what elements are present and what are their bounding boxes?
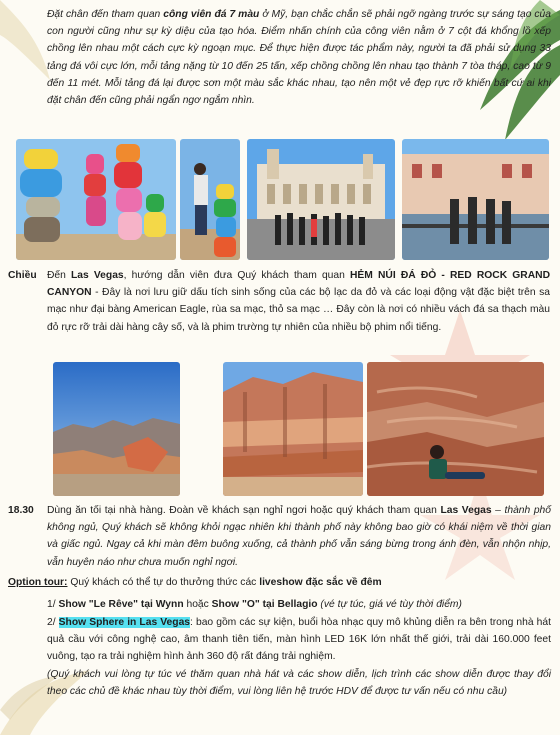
photo-woman-colored-rocks bbox=[180, 139, 240, 260]
option-tour-label: Option tour: bbox=[8, 577, 68, 588]
photo-venetian-canal bbox=[402, 139, 549, 260]
intro-bold-park: công viên đá 7 màu bbox=[163, 9, 260, 20]
photo-seven-magic-mountains bbox=[16, 139, 176, 260]
schedule-label-1830: 18.30 bbox=[8, 505, 34, 516]
option-item-2-text: : bao gồm các sự kiện, buổi hòa nhạc quy mô khủng diễn ra bên trong nhà hát quả cầu với công nghệ cao, âm thanh tiên tiến, màn hình LED 16K lớn nhất thế giới, trải dài 160.000 feet vuông, tạo ra trải nghiệm hình ảnh 360 độ rất đáng trải nghiệm. bbox=[47, 617, 551, 663]
photo-venetian-group bbox=[247, 139, 395, 260]
option-tour-line bbox=[8, 574, 551, 591]
intro-text-1: Đặt chân đến tham quan bbox=[47, 9, 164, 20]
schedule-label-afternoon: Chiều bbox=[8, 270, 37, 281]
afternoon-text-3: - Đây là nơi lưu giữ dấu tích sinh sống của các bộ lạc da đỏ và các loại động vật đặc biệt trên sa mạc như đại bàng American Eagle, rùa sa mạc, thỏ sa mạc … Đây còn là nơi có nhiều vách đá sa thạch màu đỏ rực rỡ trải dài hàng cây số, và là phim trường tự nhiên của nhiều bộ phim nổi tiếng. bbox=[47, 287, 550, 333]
photo-red-rock-cliff bbox=[223, 362, 363, 496]
evening-text-1: Dùng ăn tối tại nhà hàng. Đoàn về khách sạn nghỉ ngơi hoặc quý khách tham quan bbox=[47, 505, 441, 516]
intro-text-2: ở Mỹ, bạn chắc chắn sẽ phải ngỡ ngàng trước sự sáng tạo của con người cũng như sự kỳ diệu của tạo hóa. Điểm nhấn chính của công viên nằm ở 7 cột đá khổng lồ xếp chồng lên nhau một cách cực kỳ ngoạn mục. Để thực hiện được tác phẩm này, người ta đã phải sử dụng 33 tảng đá vôi cực lớn, mỗi tảng nặng từ 10 đến 25 tấn, xếp chồng chồng lên nhau tạo thành 7 tòa tháp, cao từ 9 đến 11 mét. Mỗi tảng đá lại được sơn một màu sắc khác nhau, tạo nên một vẻ đẹp rực rỡ khiến bất cứ ai khi đặt chân đến cũng phải ngẩn ngơ ngắm nhìn. bbox=[47, 9, 552, 107]
option-item-1-note: (vé tự túc, giá vé tùy thời điểm) bbox=[317, 599, 462, 610]
option-item-2 bbox=[47, 614, 551, 666]
option-item-1-number: 1/ bbox=[47, 599, 59, 610]
option-tour-bold-liveshow: liveshow đặc sắc về đêm bbox=[259, 577, 382, 588]
option-note bbox=[47, 666, 551, 700]
evening-bold-las-vegas: Las Vegas bbox=[440, 505, 492, 516]
afternoon-text-1: Đến bbox=[47, 270, 72, 281]
evening-text-2: – thành phố không ngủ, Quý khách sẽ không khỏi ngạc nhiên khi thành phố này không bao giờ có khái niệm về thời gian và giấc ngủ. Ngay cả khi màn đêm buông xuống, cả thành phố vẫn sáng bừng trong ánh đèn, vẫn nhộn nhịp, vẫn huyên náo như chưa muốn nghỉ ngơi. bbox=[47, 505, 552, 568]
option-item-2-number: 2/ bbox=[47, 617, 59, 628]
option-item-2-sphere-highlight: Show Sphere in Las Vegas bbox=[58, 617, 191, 628]
photo-red-rock-canyon-view bbox=[53, 362, 180, 496]
afternoon-text-2: , hướng dẫn viên đưa Quý khách tham quan bbox=[123, 270, 350, 281]
option-item-1-show-o: Show "O" tại Bellagio bbox=[211, 599, 318, 610]
afternoon-paragraph bbox=[47, 267, 550, 336]
evening-paragraph bbox=[47, 502, 551, 571]
afternoon-bold-red-rock: HẺM NÚI ĐÁ ĐỎ - RED ROCK GRAND CANYON bbox=[47, 270, 551, 299]
photo-woman-on-red-rocks bbox=[367, 362, 544, 496]
option-note-text: (Quý khách vui lòng tự túc vé thăm quan nhà hát và các show diễn, lịch trình các show diễn được thay đổi theo các chủ đề khác nhau tùy thời điểm, vui lòng liên hệ trước HDV để được tư vấn nếu có nhu cầu) bbox=[47, 669, 551, 698]
option-item-1-or: hoặc bbox=[183, 599, 212, 610]
intro-paragraph bbox=[47, 6, 551, 109]
option-item-1-le-reve: Show "Le Rêve" tại Wynn bbox=[58, 599, 184, 610]
option-item-1 bbox=[47, 596, 551, 613]
option-tour-text: Quý khách có thể tự do thưởng thức các bbox=[67, 577, 260, 588]
afternoon-bold-las-vegas: Las Vegas bbox=[71, 270, 124, 281]
